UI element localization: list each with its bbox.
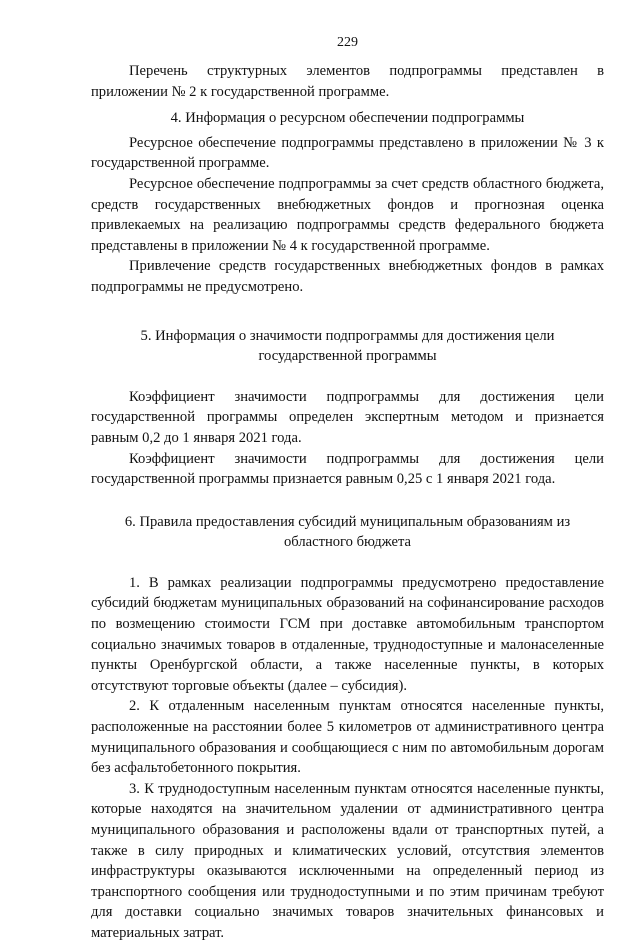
paragraph-coefficient-2021: Коэффициент значимости подпрограммы для достижения цели государственной программы признается равным 0,25 с 1 января 2021 года. [91,450,604,488]
paragraph-coefficient-2020: Коэффициент значимости подпрограммы для достижения цели государственной программы определен экспертным методом и признается равным 0,2 до 1 января 2021 года. [91,388,604,446]
paragraph-rule-3: 3. К труднодоступным населенным пунктам относятся населенные пункты, которые находятся на значительном удалении от административного центра муниципального образования и расположены вдали от транспортных путей, а также в силу природных и климатических условий, отсутствия элементов инфраструктуры оказываются исключенными на определенный период из транспортного сообщения или труднодоступными и по этим причинам требуют для доставки социально значимых товаров значительных финансовых и материальных затрат. [91,780,604,941]
paragraph-resource-budget: Ресурсное обеспечение подпрограммы за счет средств областного бюджета, средств государственных внебюджетных фондов и прогнозная оценка привлекаемых на реализацию подпрограммы средств федерального бюджета представлены в приложении № 4 к государственной программе. [91,175,604,254]
page-number: 229 [337,35,358,50]
paragraph-rule-2: 2. К отдаленным населенным пунктам относятся населенные пункты, расположенные на расстоянии более 5 километров от административного центра муниципального образования и сообщающиеся с ним по автомобильным дорогам без асфальтобетонного покрытия. [91,698,604,777]
paragraph-resource-appendix: Ресурсное обеспечение подпрограммы представлено в приложении № 3 к государственной программе. [91,134,604,172]
paragraph-extrabudgetary: Привлечение средств государственных внебюджетных фондов в рамках подпрограммы не предусмотрено. [91,258,604,295]
document-body [91,61,604,944]
section-heading-6: 6. Правила предоставления субсидий муниципальным образованиям из областного бюджета [124,513,571,551]
paragraph-structure-list: Перечень структурных элементов подпрограммы представлен в приложении № 2 к государственной программе. [91,63,604,100]
section-heading-5: 5. Информация о значимости подпрограммы для достижения цели государственной программы [140,327,555,365]
section-heading-4: 4. Информация о ресурсном обеспечении подпрограммы [170,110,525,127]
paragraph-rule-1: 1. В рамках реализации подпрограммы предусмотрено предоставление субсидий бюджетам муниципальных образований на софинансирование расходов по возмещению стоимости ГСМ при доставке автомобильным транспортом социально значимых товаров в отдаленные, труднодоступные и малонаселенные пункты Оренбургской области, а также населенные пункты, в которых отсутствуют торговые объекты (далее – субсидия). [91,574,604,694]
